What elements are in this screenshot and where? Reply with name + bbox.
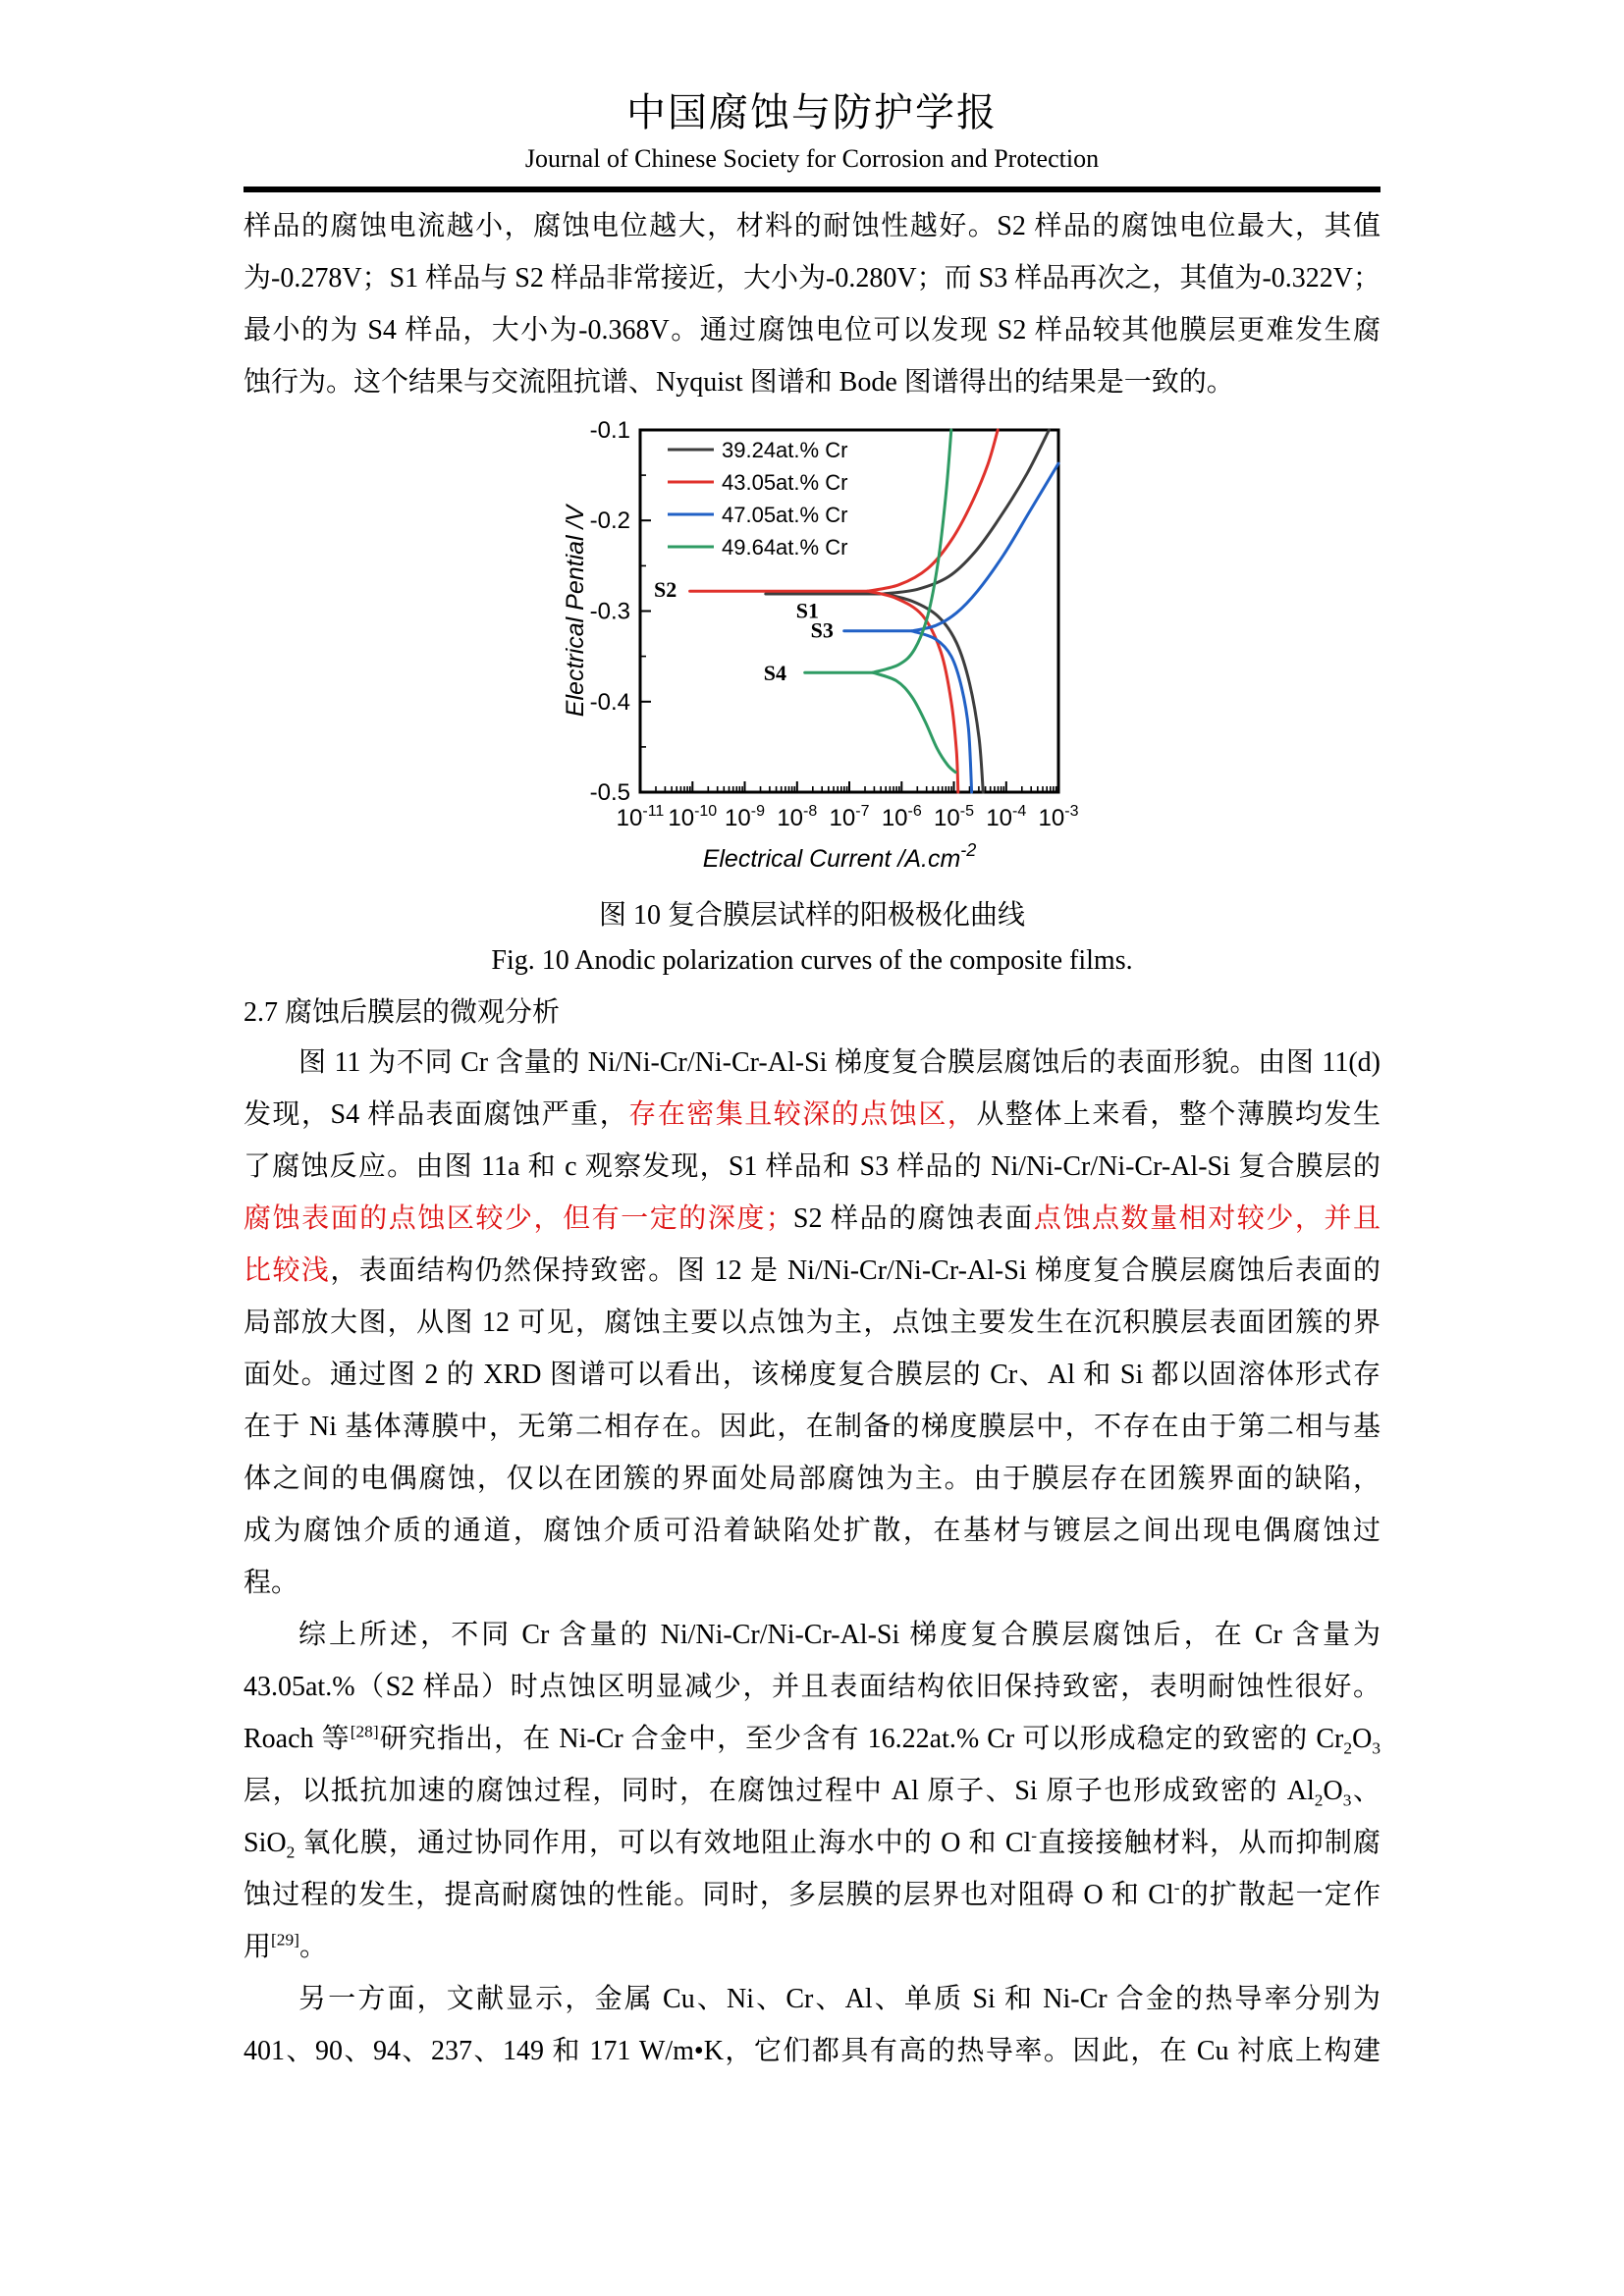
figure-10 [244,420,1380,893]
y-tick-label: -0.2 [589,507,630,535]
x-tick-label: $10^{-7}$ [829,803,870,831]
text-segment: 综上所述，不同 Cr 含量的 Ni/Ni-Cr/Ni-Cr-Al-Si 梯度复合膜层腐蚀后，在 Cr 含量为 [298,1620,1380,1650]
text-segment: 最小的为 S4 样品，大小为-0.368V。通过腐蚀电位可以发现 S2 样品较其他膜层更难发生腐 [244,315,1380,346]
text-line [244,1609,1380,1661]
text-segment: 2 [1343,1738,1353,1758]
curve-label-S3: S3 [810,617,834,643]
text-segment: 局部放大图，从图 12 可见，腐蚀主要以点蚀为主，点蚀主要发生在沉积膜层表面团簇的界 [244,1308,1380,1338]
text-segment: 为-0.278V；S1 样品与 S2 样品非常接近，大小为-0.280V；而 S3 样品再次之，其值为-0.322V； [244,263,1380,294]
paragraph-intro [244,200,1380,408]
text-segment: 。 [298,1932,327,1962]
text-segment: 成为腐蚀介质的通道，腐蚀介质可沿着缺陷处扩散，在基材与镀层之间出现电偶腐蚀过 [244,1516,1380,1546]
figure-caption-en: Fig. 10 Anodic polarization curves of the composite films. [491,945,1133,976]
text-line [244,2025,1380,2077]
body-paragraphs [244,1037,1380,2077]
text-line [244,1453,1380,1505]
header-rule [244,187,1380,192]
text-line [244,1869,1380,1921]
text-segment: [29] [271,1930,299,1949]
text-segment: 2 [1314,1790,1324,1810]
text-segment: 了腐蚀反应。由图 11a 和 c 观察发现，S1 样品和 S3 样品的 Ni/Ni-Cr/Ni-Cr-Al-Si 复合膜层的 [244,1151,1380,1182]
text-segment: 蚀过程的发生，提高耐腐蚀的性能。同时，多层膜的层界也对阻碍 O 和 Cl [244,1880,1174,1910]
x-tick-label: $10^{-5}$ [934,803,974,831]
text-segment: 图 11 为不同 Cr 含量的 Ni/Ni-Cr/Ni-Cr-Al-Si 梯度复合膜层腐蚀后的表面形貌。由图 11(d) [298,1047,1380,1078]
text-segment: 直接接触材料，从而抑制腐 [1037,1828,1380,1858]
text-segment: 从整体上来看，整个薄膜均发生 [976,1099,1380,1130]
text-segment: 程。 [244,1568,299,1598]
paragraph [244,1609,1380,1973]
paragraph [244,1037,1380,1609]
text-segment: O [1323,1776,1343,1806]
cathodic-branch-S1 [884,594,984,792]
text-line [244,1037,1380,1089]
highlighted-text: 点蚀点数量相对较少，并且 [1033,1203,1380,1234]
x-tick-label: $10^{-11}$ [616,803,665,831]
text-segment: 3 [1342,1790,1352,1810]
cathodic-branch-S4 [873,672,955,773]
paragraph [244,1973,1380,2077]
curve-label-S2: S2 [653,577,677,603]
text-line [244,252,1380,304]
y-tick-label: -0.3 [589,598,630,625]
text-segment: 401、90、94、237、149 和 171 W/m•K，它们都具有高的热导率。因此，在 Cu 衬底上构建 [244,2036,1380,2066]
highlighted-text: 比较浅 [244,1255,331,1286]
text-line [244,1505,1380,1557]
text-segment: - [1031,1826,1038,1845]
y-tick-label: -0.4 [589,688,630,716]
text-line [244,1141,1380,1193]
legend-label: 43.05at.% Cr [722,470,848,495]
text-segment: 研究指出，在 Ni-Cr 合金中，至少含有 16.22at.% Cr 可以形成稳定的致密的 Cr [378,1724,1344,1754]
x-tick-label: $10^{-3}$ [1038,803,1079,831]
journal-title-en: Journal of Chinese Society for Corrosion and Protection [524,144,1100,173]
plot-box [640,430,1058,792]
text-segment: 氧化膜，通过协同作用，可以有效地阻止海水中的 O 和 Cl [295,1828,1032,1858]
text-segment: 、 [1351,1776,1380,1806]
text-segment: [28] [350,1722,379,1741]
text-line [244,1661,1380,1713]
text-line [244,1401,1380,1453]
text-line [244,1089,1380,1141]
text-line [244,1765,1380,1817]
x-tick-label: $10^{-8}$ [777,803,818,831]
text-segment: 另一方面，文献显示，金属 Cu、Ni、Cr、Al、单质 Si 和 Ni-Cr 合金的热导率分别为 [298,1984,1380,2014]
text-line [244,304,1380,356]
text-segment: Roach 等 [244,1724,351,1754]
text-segment: ，表面结构仍然保持致密。图 12 是 Ni/Ni-Cr/Ni-Cr-Al-Si 梯度复合膜层腐蚀后表面的 [330,1255,1380,1286]
curve-label-S4: S4 [763,661,787,686]
text-segment: SiO [244,1828,287,1858]
text-segment: - [1173,1878,1180,1897]
text-line [244,1245,1380,1297]
y-tick-label: -0.1 [589,420,630,444]
y-tick-label: -0.5 [589,779,630,806]
text-line [244,200,1380,252]
text-segment: 层，以抵抗加速的腐蚀过程，同时，在腐蚀过程中 Al 原子、Si 原子也形成致密的 Al [244,1776,1315,1806]
text-segment: 面处。通过图 2 的 XRD 图谱可以看出，该梯度复合膜层的 Cr、Al 和 Si 都以固溶体形式存 [244,1360,1380,1390]
text-line [244,356,1380,408]
text-segment: 43.05at.%（S2 样品）时点蚀区明显减少，并且表面结构依旧保持致密，表明耐蚀性很好。 [244,1672,1380,1702]
text-segment: 用 [244,1932,272,1962]
text-segment: 的扩散起一定作 [1179,1880,1380,1910]
text-line [244,1349,1380,1401]
section-heading: 2.7 腐蚀后膜层的微观分析 [244,997,561,1028]
anodic-branch-S3 [844,463,1058,631]
text-segment: 在于 Ni 基体薄膜中，无第二相存在。因此，在制备的梯度膜层中，不存在由于第二相与基 [244,1412,1380,1442]
legend-label: 47.05at.% Cr [722,503,848,527]
text-segment: 发现，S4 样品表面腐蚀严重， [244,1099,629,1130]
text-segment: 样品的腐蚀电流越小，腐蚀电位越大，材料的耐蚀性越好。S2 样品的腐蚀电位最大，其值 [244,211,1380,241]
text-segment: 体之间的电偶腐蚀，仅以在团簇的界面处局部腐蚀为主。由于膜层存在团簇界面的缺陷， [244,1464,1380,1494]
polarization-chart [530,420,1159,893]
legend-label: 49.64at.% Cr [722,535,848,560]
x-axis-title: Electrical Current $/A.cm^{-2}$ [702,840,977,873]
text-line [244,1713,1380,1765]
text-segment: O [1352,1724,1373,1754]
page-content [244,86,1380,2077]
text-line [244,1557,1380,1609]
curve-label-S1: S1 [795,598,820,623]
highlighted-text: 存在密集且较深的点蚀区， [628,1099,977,1130]
text-segment: 3 [1372,1738,1380,1758]
text-line [244,1817,1380,1869]
figure-caption-cn: 图 10 复合膜层试样的阳极极化曲线 [598,900,1025,931]
text-line [244,1973,1380,2025]
x-tick-label: $10^{-9}$ [725,803,765,831]
text-line [244,1193,1380,1245]
text-segment: 2 [286,1842,296,1862]
text-segment: S2 样品的腐蚀表面 [792,1203,1034,1234]
x-tick-label: $10^{-6}$ [881,803,922,831]
x-tick-label: $10^{-4}$ [986,803,1027,831]
text-segment: 蚀行为。这个结果与交流阻抗谱、Nyquist 图谱和 Bode 图谱得出的结果是一致的。 [244,367,1234,398]
y-axis-title: Electrical Pential /V [562,505,589,718]
journal-title-cn: 中国腐蚀与防护学报 [626,90,998,134]
x-tick-label: $10^{-10}$ [668,803,718,831]
legend-label: 39.24at.% Cr [722,438,848,462]
highlighted-text: 腐蚀表面的点蚀区较少，但有一定的深度； [244,1203,793,1234]
text-line [244,1921,1380,1973]
text-line [244,1297,1380,1349]
